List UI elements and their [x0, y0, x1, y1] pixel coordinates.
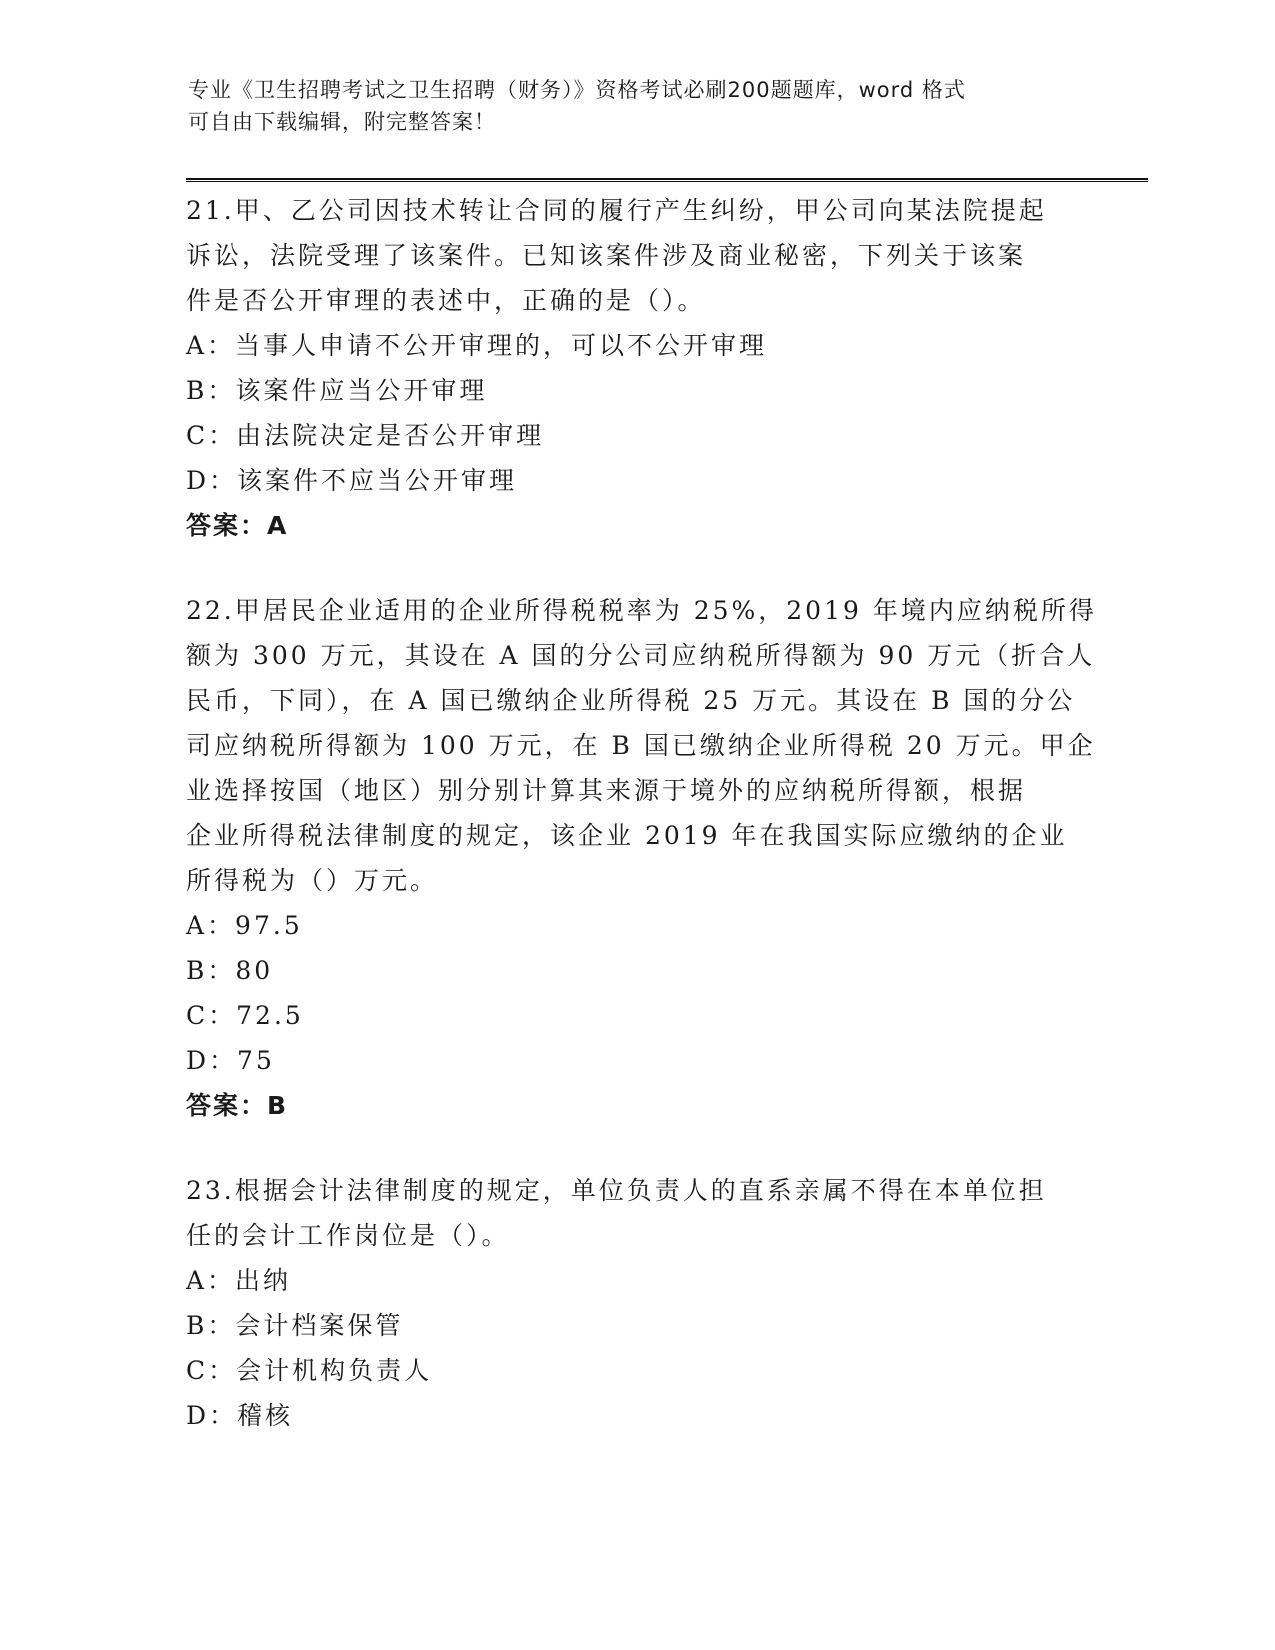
stem-line: 23.根据会计法律制度的规定，单位负责人的直系亲属不得在本单位担 — [186, 1176, 1047, 1205]
question-23 — [186, 1168, 1086, 1438]
option-d: D：稽核 — [186, 1401, 294, 1430]
question-stem — [186, 1168, 1086, 1258]
stem-line: 诉讼，法院受理了该案件。已知该案件涉及商业秘密，下列关于该案 — [186, 241, 1027, 270]
question-stem — [186, 188, 1086, 323]
stem-line: 所得税为（）万元。 — [186, 866, 439, 895]
stem-line: 业选择按国（地区）别分别计算其来源于境外的应纳税所得额，根据 — [186, 776, 1027, 805]
question-22 — [186, 588, 1097, 1128]
stem-line: 件是否公开审理的表述中，正确的是（）。 — [186, 286, 706, 315]
stem-line: 21.甲、乙公司因技术转让合同的履行产生纠纷，甲公司向某法院提起 — [186, 196, 1047, 225]
question-list — [186, 188, 1097, 1478]
question-stem — [186, 588, 1097, 903]
header-line-2: 可自由下载编辑，附完整答案！ — [188, 110, 496, 134]
option-a: A：出纳 — [186, 1266, 292, 1295]
header-divider — [186, 178, 1148, 182]
question-21 — [186, 188, 1086, 548]
stem-line: 司应纳税所得额为 100 万元，在 B 国已缴纳企业所得税 20 万元。甲企 — [186, 731, 1096, 760]
stem-line: 民币，下同），在 A 国已缴纳企业所得税 25 万元。其设在 B 国的分公 — [186, 686, 1076, 715]
answer-label: 答案：A — [186, 511, 289, 540]
option-b: B：该案件应当公开审理 — [186, 376, 488, 405]
stem-line: 额为 300 万元，其设在 A 国的分公司应纳税所得额为 90 万元（折合人 — [186, 641, 1096, 670]
stem-line: 企业所得税法律制度的规定，该企业 2019 年在我国实际应缴纳的企业 — [186, 821, 1068, 850]
option-a: A：当事人申请不公开审理的，可以不公开审理 — [186, 331, 768, 360]
answer-label: 答案：B — [186, 1091, 289, 1120]
option-d: D：75 — [186, 1046, 275, 1075]
header-line-1: 专业《卫生招聘考试之卫生招聘（财务）》资格考试必刷200题题库，word 格式 — [188, 78, 966, 102]
option-d: D：该案件不应当公开审理 — [186, 466, 518, 495]
option-b: B：会计档案保管 — [186, 1311, 404, 1340]
stem-line: 任的会计工作岗位是（）。 — [186, 1221, 510, 1250]
stem-line: 22.甲居民企业适用的企业所得税税率为 25%，2019 年境内应纳税所得 — [186, 596, 1097, 625]
document-header — [188, 74, 1088, 138]
option-a: A：97.5 — [186, 911, 303, 940]
option-c: C：会计机构负责人 — [186, 1356, 433, 1385]
option-c: C：由法院决定是否公开审理 — [186, 421, 545, 450]
option-b: B：80 — [186, 956, 274, 985]
option-c: C：72.5 — [186, 1001, 304, 1030]
